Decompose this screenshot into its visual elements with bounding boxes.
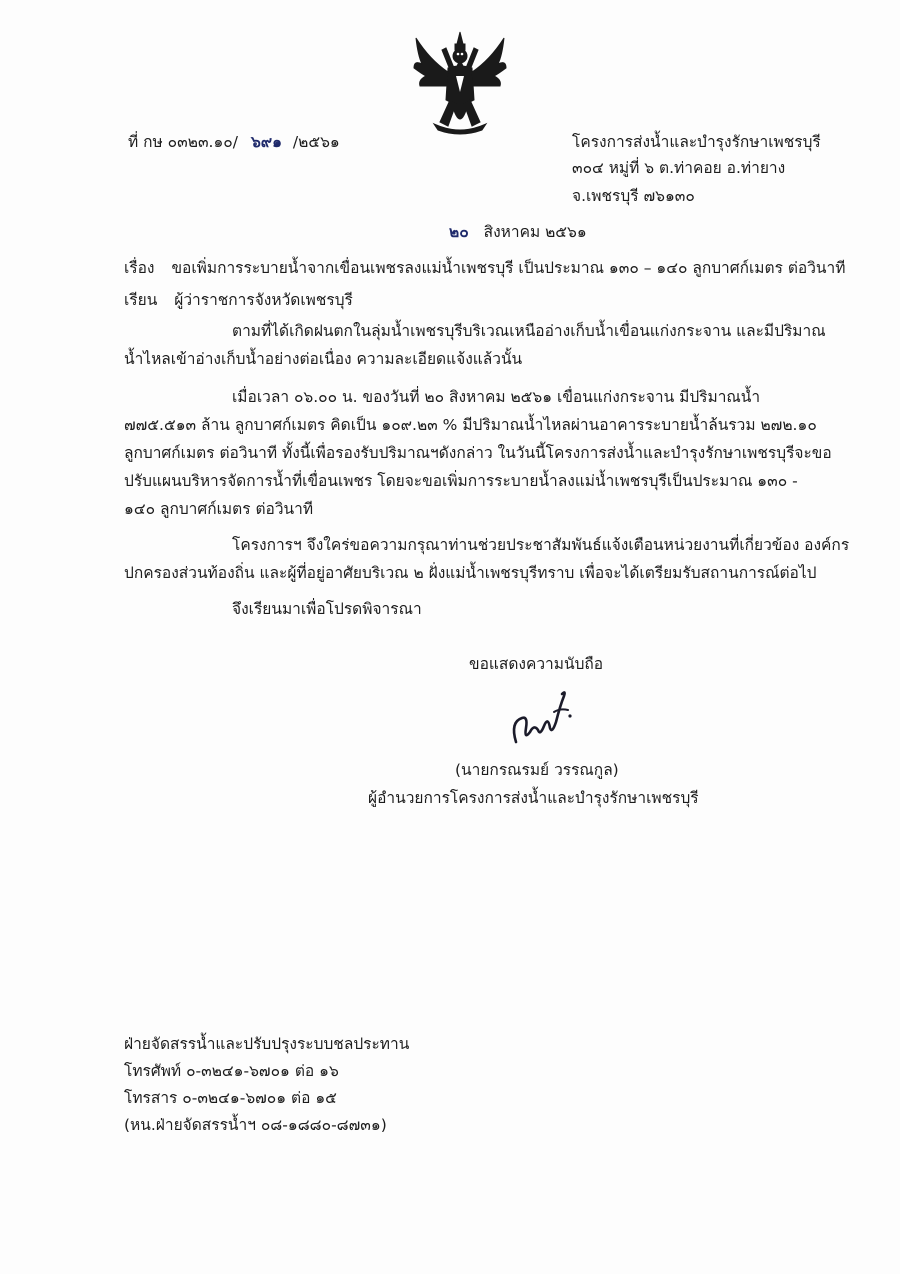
- reference-year: /๒๕๖๑: [292, 133, 340, 151]
- paragraph-2-line-5: ๑๔๐ ลูกบาศก์เมตร ต่อวินาที: [124, 500, 314, 518]
- paragraph-1-line-2: น้ำไหลเข้าอ่างเก็บน้ำอย่างต่อเนื่อง ความละเอียดแจ้งแล้วนั้น: [124, 350, 523, 368]
- sender-address-line1: ๓๐๔ หมู่ที่ ๖ ต.ท่าคอย อ.ท่ายาง: [572, 159, 786, 177]
- letter-date: [449, 222, 587, 242]
- paragraph-3-line-1: โครงการฯ จึงใคร่ขอความกรุณาท่านช่วยประชาสัมพันธ์แจ้งเตือนหน่วยงานที่เกี่ยวข้อง องค์กร: [232, 536, 850, 554]
- subject-line: [124, 258, 845, 278]
- paragraph-3-line-2: ปกครองส่วนท้องถิ่น และผู้ที่อยู่อาศัยบริเวณ ๒ ฝั่งแม่น้ำเพชรบุรีทราบ เพื่อจะได้เตรียมรับสถานการณ์ต่อไป: [124, 564, 817, 582]
- date-month-year: สิงหาคม ๒๕๖๑: [483, 223, 587, 241]
- paragraph-1-line-1: ตามที่ได้เกิดฝนตกในลุ่มน้ำเพชรบุรีบริเวณเหนืออ่างเก็บน้ำเขื่อนแก่งกระจาน และมีปริมาณ: [232, 322, 826, 340]
- reference-prefix: ที่ กษ ๐๓๒๓.๑๐/: [128, 133, 238, 151]
- signer-title: ผู้อำนวยการโครงการส่งน้ำและบำรุงรักษาเพชรบุรี: [368, 789, 699, 807]
- sender-address-line2: จ.เพชรบุรี ๗๖๑๓๐: [572, 187, 695, 205]
- recipient-text: ผู้ว่าราชการจังหวัดเพชรบุรี: [174, 291, 353, 309]
- signature-icon: [508, 682, 578, 752]
- paragraph-2-line-1: เมื่อเวลา ๐๖.๐๐ น. ของวันที่ ๒๐ สิงหาคม ๒๕๖๑ เขื่อนแก่งกระจาน มีปริมาณน้ำ: [232, 388, 761, 406]
- closing-salutation: ขอแสดงความนับถือ: [469, 655, 604, 673]
- paragraph-2-line-2: ๗๗๕.๕๑๓ ล้าน ลูกบาศก์เมตร คิดเป็น ๑๐๙.๒๓ % มีปริมาณน้ำไหลผ่านอาคารระบายน้ำล้นรวม ๒๗๒.๑๐: [124, 416, 817, 434]
- paragraph-2-line-3: ลูกบาศก์เมตร ต่อวินาที ทั้งนี้เพื่อรองรับปริมาณฯดังกล่าว ในวันนี้โครงการส่งน้ำและบำรุงรักษาเพชรบุรีจะขอ: [124, 444, 832, 462]
- reference-number: [128, 132, 340, 152]
- sender-org-name: โครงการส่งน้ำและบำรุงรักษาเพชรบุรี: [572, 133, 821, 151]
- footer-fax: โทรสาร ๐-๓๒๔๑-๖๗๐๑ ต่อ ๑๕: [124, 1089, 337, 1107]
- paragraph-2-line-4: ปรับแผนบริหารจัดการน้ำที่เขื่อนเพชร โดยจะขอเพิ่มการระบายน้ำลงแม่น้ำเพชรบุรีเป็นประมาณ ๑๓๐ -: [124, 472, 798, 490]
- signer-name: (นายกรณรมย์ วรรณกูล): [455, 761, 619, 779]
- subject-label: เรื่อง: [124, 259, 155, 277]
- recipient-line: [124, 290, 353, 310]
- date-day: ๒๐: [449, 223, 469, 241]
- reference-number-value: ๖๙๑: [250, 133, 282, 151]
- recipient-label: เรียน: [124, 291, 158, 309]
- footer-contact: (หน.ฝ่ายจัดสรรน้ำฯ ๐๘-๑๘๘๐-๘๗๓๑): [124, 1116, 387, 1134]
- subject-text: ขอเพิ่มการระบายน้ำจากเขื่อนเพชรลงแม่น้ำเพชรบุรี เป็นประมาณ ๑๓๐ – ๑๔๐ ลูกบาศก์เมตร ต่อวินาที: [171, 259, 846, 277]
- garuda-emblem-icon: [412, 30, 508, 136]
- footer-phone: โทรศัพท์ ๐-๓๒๔๑-๖๗๐๑ ต่อ ๑๖: [124, 1062, 339, 1080]
- paragraph-4: จึงเรียนมาเพื่อโปรดพิจารณา: [232, 600, 422, 618]
- footer-department: ฝ่ายจัดสรรน้ำและปรับปรุงระบบชลประทาน: [124, 1035, 410, 1053]
